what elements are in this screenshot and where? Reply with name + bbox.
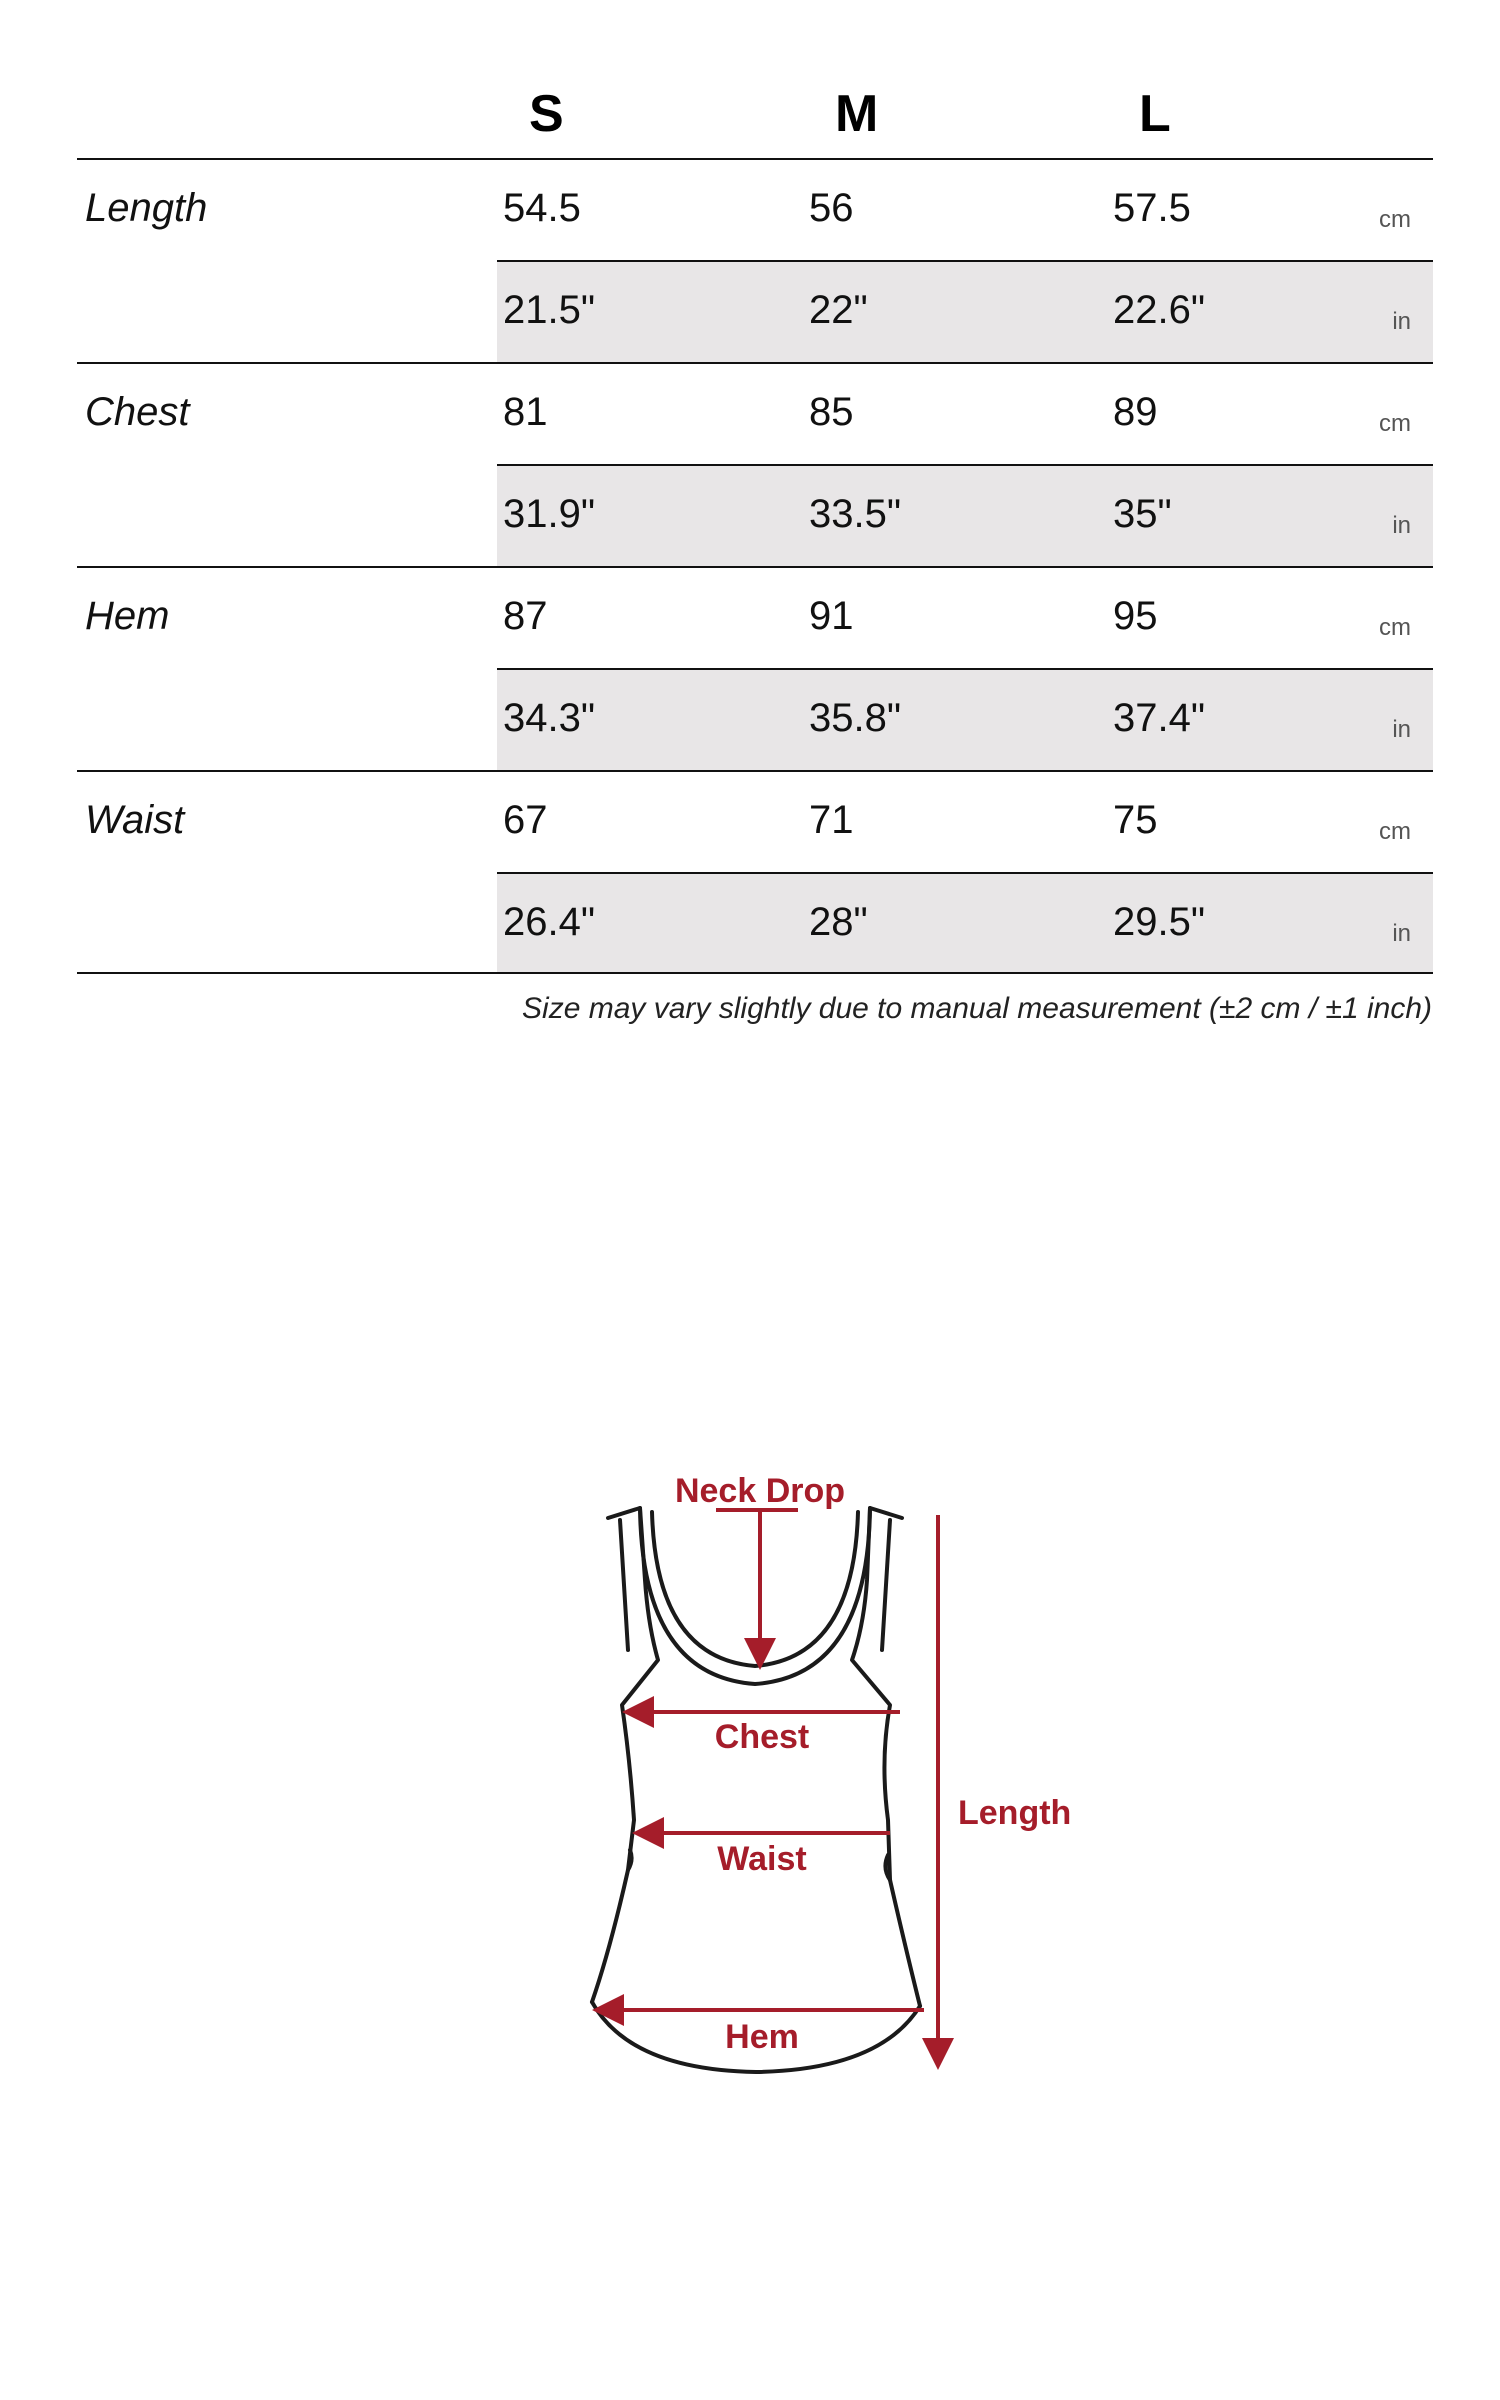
measurement-note: Size may vary slightly due to manual measurement (±2 cm / ±1 inch) bbox=[522, 992, 1432, 1025]
cm-row bbox=[497, 772, 1433, 872]
table-rule bbox=[77, 972, 1433, 974]
measurement-row-waist bbox=[77, 772, 1433, 976]
measurement-row-chest bbox=[77, 364, 1433, 568]
cm-row bbox=[497, 568, 1433, 668]
measurement-label: Chest bbox=[85, 390, 190, 434]
inch-row bbox=[497, 262, 1433, 362]
inch-row bbox=[497, 670, 1433, 770]
label-neck-drop: Neck Drop bbox=[674, 1472, 846, 1510]
label-chest: Chest bbox=[714, 1718, 810, 1756]
inch-row bbox=[497, 874, 1433, 974]
value-in-s: 31.9" bbox=[503, 492, 596, 536]
value-cm-m: 85 bbox=[809, 390, 854, 434]
measurement-label: Waist bbox=[85, 798, 185, 842]
measurement-arrows bbox=[600, 1510, 938, 2062]
value-cm-l: 57.5 bbox=[1113, 186, 1191, 230]
cm-row bbox=[497, 160, 1433, 260]
value-in-l: 37.4" bbox=[1113, 696, 1206, 740]
value-cm-l: 95 bbox=[1113, 594, 1158, 638]
size-header-s: S bbox=[529, 85, 564, 143]
value-cm-m: 71 bbox=[809, 798, 854, 842]
value-in-s: 21.5" bbox=[503, 288, 596, 332]
size-header-row bbox=[77, 72, 1433, 160]
value-in-m: 28" bbox=[809, 900, 868, 944]
size-header-l: L bbox=[1139, 85, 1171, 143]
unit-in: in bbox=[1392, 512, 1411, 539]
value-in-s: 34.3" bbox=[503, 696, 596, 740]
tank-top-outline bbox=[592, 1508, 920, 2072]
value-cm-l: 75 bbox=[1113, 798, 1158, 842]
unit-in: in bbox=[1392, 716, 1411, 743]
label-length: Length bbox=[958, 1794, 1072, 1832]
unit-cm: cm bbox=[1379, 206, 1411, 233]
label-waist: Waist bbox=[717, 1840, 807, 1878]
value-in-m: 22" bbox=[809, 288, 868, 332]
size-header-m: M bbox=[835, 85, 879, 143]
cm-row bbox=[497, 364, 1433, 464]
value-in-m: 35.8" bbox=[809, 696, 902, 740]
value-cm-s: 67 bbox=[503, 798, 548, 842]
measurement-label: Hem bbox=[85, 594, 170, 638]
value-cm-m: 91 bbox=[809, 594, 854, 638]
value-cm-s: 87 bbox=[503, 594, 548, 638]
measurement-row-length bbox=[77, 160, 1433, 364]
unit-cm: cm bbox=[1379, 614, 1411, 641]
value-in-l: 29.5" bbox=[1113, 900, 1206, 944]
value-in-l: 22.6" bbox=[1113, 288, 1206, 332]
unit-in: in bbox=[1392, 308, 1411, 335]
value-cm-m: 56 bbox=[809, 186, 854, 230]
value-in-s: 26.4" bbox=[503, 900, 596, 944]
value-cm-s: 81 bbox=[503, 390, 548, 434]
inch-row bbox=[497, 466, 1433, 566]
value-cm-l: 89 bbox=[1113, 390, 1158, 434]
value-cm-s: 54.5 bbox=[503, 186, 581, 230]
value-in-l: 35" bbox=[1113, 492, 1172, 536]
measurement-label: Length bbox=[85, 186, 208, 230]
unit-cm: cm bbox=[1379, 818, 1411, 845]
value-in-m: 33.5" bbox=[809, 492, 902, 536]
unit-cm: cm bbox=[1379, 410, 1411, 437]
measurement-row-hem bbox=[77, 568, 1433, 772]
label-hem: Hem bbox=[725, 2018, 799, 2056]
unit-in: in bbox=[1392, 920, 1411, 947]
